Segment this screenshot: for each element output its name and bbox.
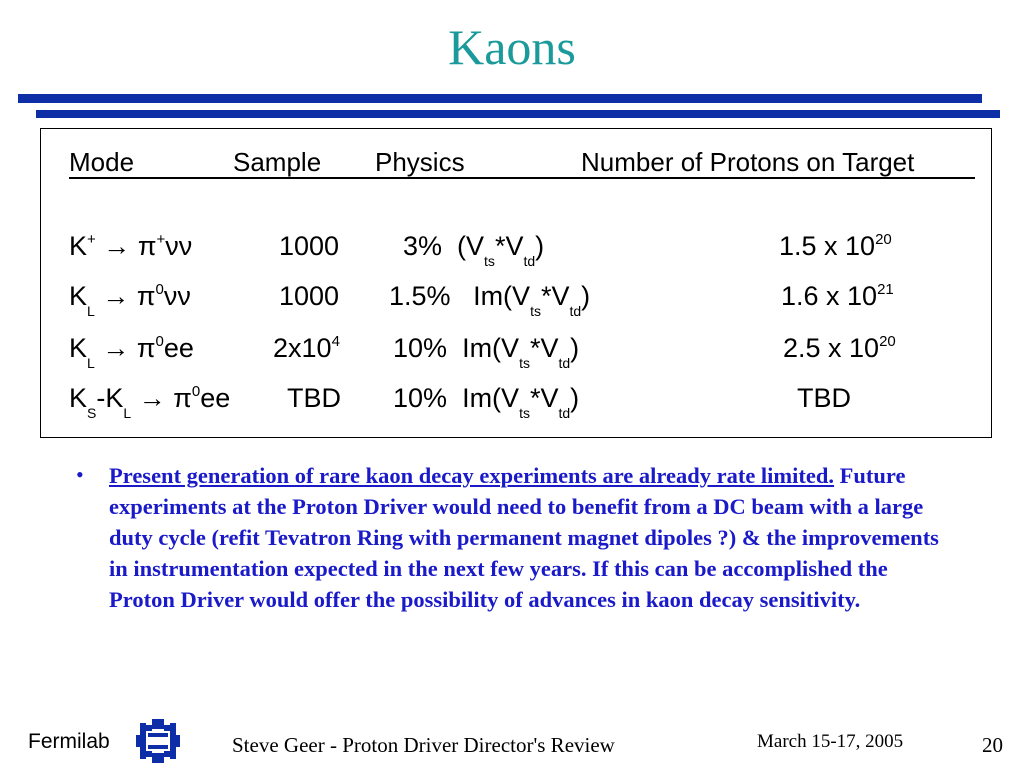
sample-size: TBD xyxy=(287,383,341,413)
header-underline xyxy=(69,177,975,179)
physics-precision: 3% $(V_{ts}*V_{td})$ xyxy=(403,231,545,269)
sample-size: 1000 xyxy=(279,281,340,311)
decay-mode: $K_S-K_L \to \pi^0ee$ xyxy=(69,383,231,421)
protons-on-target: 2.5 x $10^{20}$ xyxy=(783,333,896,363)
physics-precision: 10% $Im(V_{ts}*V_{td})$ xyxy=(393,333,580,371)
footer-talk-title: Steve Geer - Proton Driver Director's Review xyxy=(232,733,615,757)
kaon-modes-table xyxy=(40,128,992,438)
table-body xyxy=(41,129,991,437)
header-protons-on-target: Number of Protons on Target xyxy=(581,147,915,177)
bullet-body: Future experiments at the Proton Driver would need to benefit from a DC beam with a large duty cycle (refit Tevatron Ring with permanent magnet dipoles ?) & the improvements in instrumentation expected in the next few years. If this can be accomplished the Proton Driver would offer the possibility of advances in kaon decay sensitivity. xyxy=(109,463,939,612)
decay-mode: K+ → π+νν xyxy=(69,231,193,261)
title-divider-thin xyxy=(36,110,1000,118)
bullet-marker: • xyxy=(76,462,84,487)
slide-title: Kaons xyxy=(448,19,576,75)
header-physics: Physics xyxy=(375,147,465,177)
header-mode: Mode xyxy=(69,147,135,177)
decay-mode: $K_L \to \pi^0\nu\nu$ xyxy=(69,281,191,319)
sample-size: $2x10^4$ xyxy=(273,333,340,363)
protons-on-target: TBD xyxy=(797,383,851,413)
page-number: 20 xyxy=(982,733,1003,757)
physics-precision: 1.5% $Im(V_{ts}*V_{td})$ xyxy=(389,281,591,319)
footer-date: March 15-17, 2005 xyxy=(757,731,904,752)
protons-on-target: 1.6 x $10^{21}$ xyxy=(781,281,894,311)
underlined-statement: Present generation of rare kaon decay experiments are already rate limited. xyxy=(109,463,835,488)
footer-org: Fermilab xyxy=(28,730,110,753)
header-sample: Sample xyxy=(233,147,322,177)
sample-size: 1000 xyxy=(279,231,340,261)
decay-mode: $K_L \to \pi^0ee$ xyxy=(69,333,194,371)
fermilab-logo-icon xyxy=(134,717,182,765)
title-divider-thick xyxy=(18,94,982,103)
protons-on-target: 1.5 x $10^{20}$ xyxy=(779,231,892,261)
bullet-paragraph xyxy=(109,460,939,615)
physics-precision: 10% $Im(V_{ts}*V_{td})$ xyxy=(393,383,580,421)
